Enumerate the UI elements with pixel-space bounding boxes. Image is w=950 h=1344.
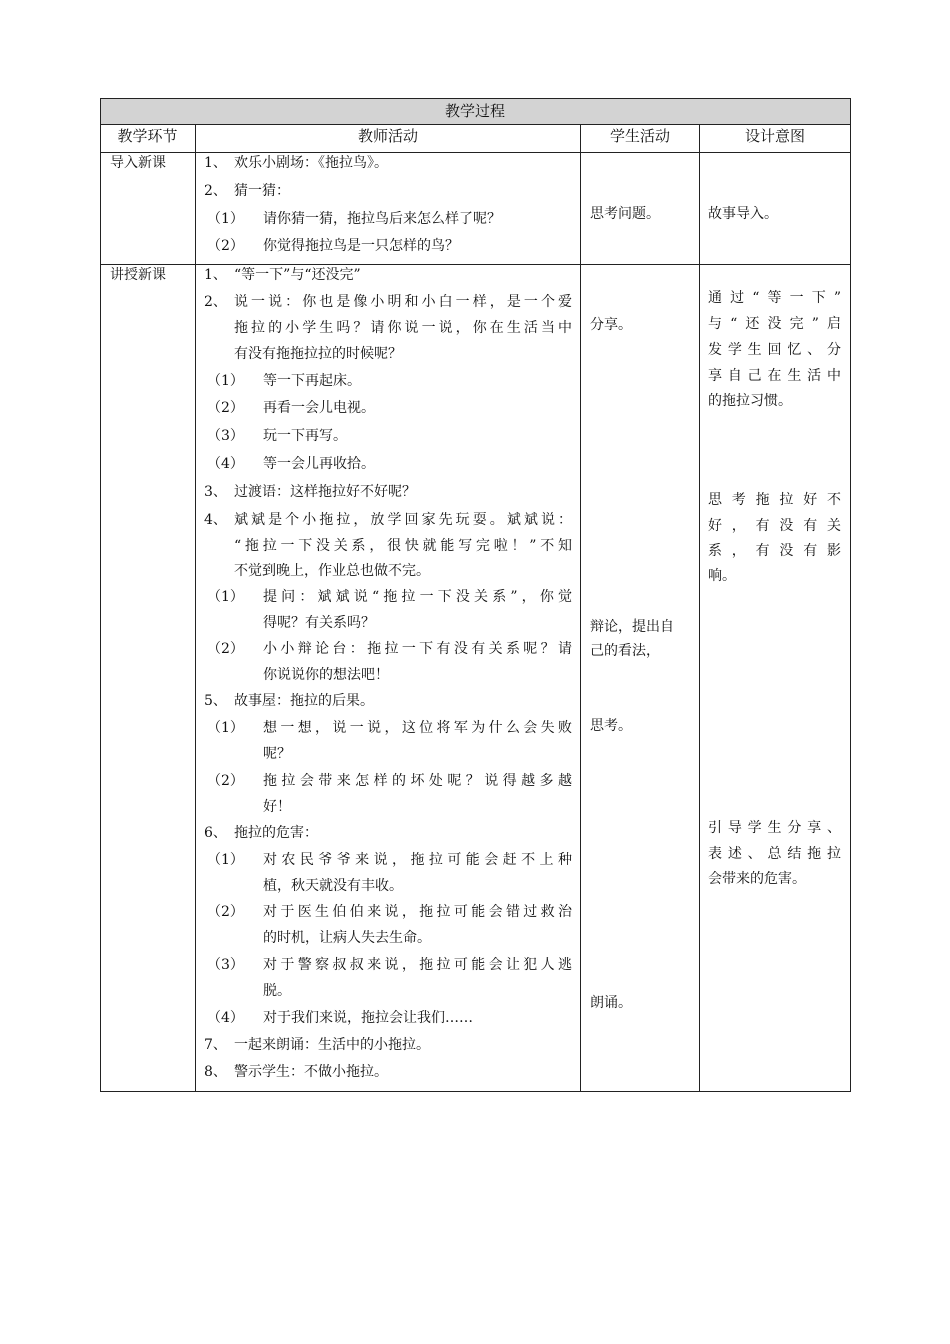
item-text: 提问：斌斌说“拖拉一下没关系”，你觉 [263,589,572,605]
item-text: 呢？ [263,746,291,762]
item-text: 猜一猜： [234,183,290,199]
item-number: （1） [207,211,244,227]
item-number: 2、 [204,294,227,310]
item-text: 对农民爷爷来说，拖拉可能会赶不上种 [263,852,572,868]
item-text: 等一下再起床。 [263,373,361,389]
item-number: （2） [207,773,244,789]
item-text: 警示学生：不做小拖拉。 [234,1064,388,1080]
item-text: 故事屋：拖拉的后果。 [234,693,374,709]
design-intent: 表述、总结拖拉 [708,846,841,862]
header-student: 学生活动 [609,127,670,145]
item-text: 你说说你的想法吧！ [263,667,389,683]
item-text: 说一说：你也是像小明和小白一样，是一个爱 [234,294,572,310]
item-text: “等一下”与“还没完” [234,267,361,283]
item-text: 再看一会儿电视。 [263,400,375,416]
item-number: 8、 [204,1064,227,1080]
item-number: 3、 [204,484,227,500]
item-text: 等一会儿再收拾。 [263,456,375,472]
item-text: 拖拉的危害： [234,825,318,841]
design-intent: 故事导入。 [708,206,778,222]
item-text: 斌斌是个小拖拉，放学回家先玩耍。斌斌说： [234,512,572,528]
student-activity: 分享。 [590,317,632,333]
header-design: 设计意图 [744,127,805,145]
column-divider [699,124,700,1092]
item-text: 对于警察叔叔来说，拖拉可能会让犯人逃 [263,957,572,973]
header-stage: 教学环节 [117,127,178,145]
table-border-bottom [100,1091,851,1092]
column-divider [195,124,196,1092]
item-number: 4、 [204,512,227,528]
table-title: 教学过程 [444,102,505,120]
item-number: （2） [207,238,244,254]
design-intent: 思考拖拉好不 [708,492,841,508]
design-intent: 与“还没完”启 [708,316,841,332]
item-number: （1） [207,852,244,868]
column-divider [580,124,581,1092]
item-number: 7、 [204,1037,227,1053]
item-text: 不觉到晚上，作业总也做不完。 [234,563,430,579]
table-border-left [100,98,101,1092]
item-text: 拖拉会带来怎样的坏处呢？说得越多越 [263,773,572,789]
item-number: （2） [207,641,244,657]
item-number: （1） [207,720,244,736]
design-intent: 响。 [708,568,736,584]
header-teacher: 教师活动 [357,127,418,145]
item-number: （3） [207,957,244,973]
item-number: （4） [207,456,244,472]
item-number: 2、 [204,183,227,199]
student-activity: 己的看法， [590,643,660,659]
design-intent: 享自己在生活中 [708,368,841,384]
item-text: 对于医生伯伯来说，拖拉可能会错过救治 [263,904,572,920]
design-intent: 的拖拉习惯。 [708,393,792,409]
item-number: （4） [207,1010,244,1026]
item-text: 脱。 [263,983,291,999]
item-number: （1） [207,373,244,389]
item-text: 好！ [263,799,291,815]
item-number: 1、 [204,267,227,283]
item-number: （1） [207,589,244,605]
item-text: 一起来朗诵：生活中的小拖拉。 [234,1037,430,1053]
item-number: （3） [207,428,244,444]
item-number: 6、 [204,825,227,841]
design-intent: 好，有没有关 [708,518,841,534]
student-activity: 朗诵。 [590,995,632,1011]
item-number: 5、 [204,693,227,709]
design-intent: 发学生回忆、分 [708,342,841,358]
item-text: 有没有拖拖拉拉的时候呢？ [234,346,402,362]
student-activity: 思考问题。 [590,206,660,222]
stage-label: 导入新课 [110,155,166,171]
student-activity: 思考。 [590,718,632,734]
item-text: 得呢？有关系吗？ [263,615,375,631]
item-text: 请你猜一猜，拖拉鸟后来怎么样了呢？ [263,211,501,227]
item-text: 过渡语：这样拖拉好不好呢？ [234,484,416,500]
table-border-right [850,98,851,1092]
student-activity: 辩论，提出自 [590,619,674,635]
item-number: 1、 [204,155,227,171]
table-border-title [100,124,851,125]
item-number: （2） [207,400,244,416]
stage-label: 讲授新课 [110,267,166,283]
item-text: 拖拉的小学生吗？请你说一说，你在生活当中 [234,320,572,336]
item-number: （2） [207,904,244,920]
item-text: 小小辩论台：拖拉一下有没有关系呢？请 [263,641,572,657]
item-text: “拖拉一下没关系，很快就能写完啦！”不知 [234,538,572,554]
item-text: 对于我们来说，拖拉会让我们…… [263,1010,473,1026]
item-text: 欢乐小剧场：《拖拉鸟》。 [234,155,388,171]
item-text: 玩一下再写。 [263,428,347,444]
item-text: 你觉得拖拉鸟是一只怎样的鸟？ [263,238,459,254]
design-intent: 通过“等一下” [708,290,841,306]
design-intent: 系，有没有影 [708,543,841,559]
item-text: 的时机，让病人失去生命。 [263,930,431,946]
item-text: 想一想，说一说，这位将军为什么会失败 [263,720,572,736]
design-intent: 会带来的危害。 [708,871,806,887]
item-text: 植，秋天就没有丰收。 [263,878,403,894]
design-intent: 引导学生分享、 [708,820,841,836]
